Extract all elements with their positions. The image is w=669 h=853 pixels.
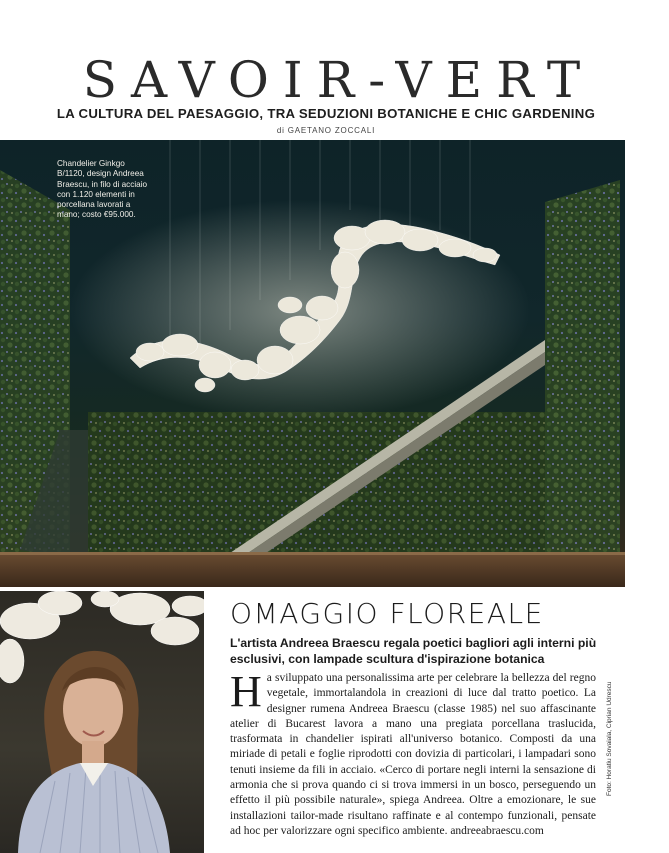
article-body	[230, 667, 596, 839]
chandelier-hero-photo	[0, 140, 625, 587]
chandelier-photo-caption: Chandelier Ginkgo B/1120, design Andreea Braescu, in filo di acciaio con 1.120 elementi in porcellana lavorati a mano; costo €95.000.	[57, 159, 148, 220]
photo-credit: Foto: Horatiu Sovaiala, Ciprian Udrescu	[606, 681, 613, 796]
designer-portrait-illustration	[0, 591, 204, 853]
article-headline: OMAGGIO FLOREALE	[230, 597, 544, 630]
magazine-section-title: SAVOIR-VERT	[82, 51, 595, 109]
section-subtitle: LA CULTURA DEL PAESAGGIO, TRA SEDUZIONI BOTANICHE E CHIC GARDENING	[56, 106, 596, 121]
article-body-text: a sviluppato una personalissima arte per celebrare la bellezza del regno vegetale, immortalandola in creazioni di luce dal tratto poetico. La designer rumena Andreea Braescu (classe 1985) nel suo affascinante atelier di Bucarest lavora a mano una pregiata porcellana traslucida, trasformata in chandelier ispirati all'universo botanico. Composti da una miriade di petali e foglie riprodotti con dovizia di particolari, i lampadari sono tenuti insieme da fili in acciaio. «Cerco di portare negli interni la sensazione di armonia che si prova quando ci si trova immersi in un bosco, perseguendo un effetto il più possibile naturale», spiega Andreea. Oltre a emozionare, le sue installazioni tailor-made risultano raffinate e al contempo funzionali, pensate ad hoc per valorizzare ogni specifico ambiente. andreeabraescu.com	[230, 672, 596, 837]
drop-cap: H	[230, 667, 262, 716]
article-standfirst: L'artista Andreea Braescu regala poetici bagliori agli interni più esclusivi, con lampade scultura d'ispirazione botanica	[230, 636, 597, 666]
author-byline: di GAETANO ZOCCALI	[276, 126, 376, 135]
designer-portrait-photo	[0, 591, 204, 853]
